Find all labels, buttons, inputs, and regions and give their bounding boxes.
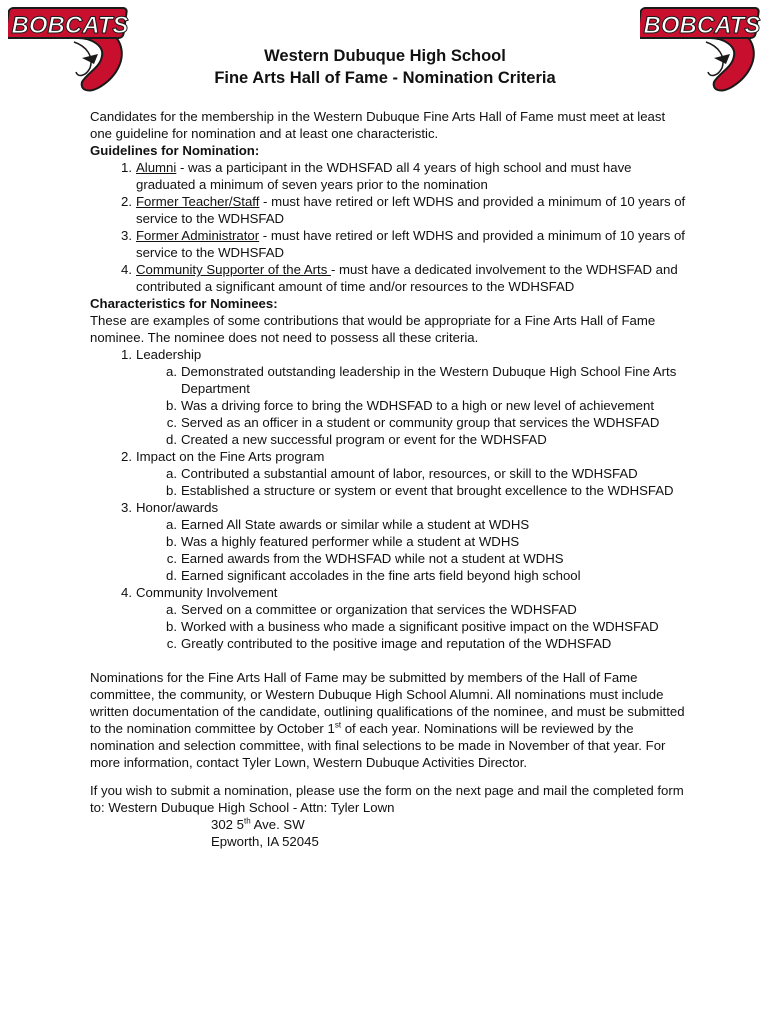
characteristic-item: a. Served on a committee or organization that services the WDHSFAD [166,602,577,617]
guideline-item: 1. Alumni - was a participant in the WDHSFAD all 4 years of high school and must have graduated a minimum of seven years prior to the nomination [121,160,632,192]
document-title: Fine Arts Hall of Fame - Nomination Criteria [214,69,556,87]
submission-paragraph: Nominations for the Fine Arts Hall of Fame may be submitted by members of the Hall of Fame committee, the community, or Western Dubuque High School Alumni. All nominations must include written documentation of the candidate, outlining qualifications of the nominee, and must be submitted to the nomination committee by October 1st of each year. Nominations will be reviewed by the nomination and selection committee, with final selections to be made in November of that year. For more information, contact Tyler Lown, Western Dubuque Activities Director. [90,670,685,770]
characteristics-list [90,346,690,652]
characteristic-item: b. Was a driving force to bring the WDHSFAD to a high or new level of achievement [166,398,655,413]
characteristic-item: c. Earned awards from the WDHSFAD while not a student at WDHS [166,551,564,566]
characteristic-item: a. Earned All State awards or similar while a student at WDHS [166,517,530,532]
page-title [0,45,770,89]
guideline-item: 4. Community Supporter of the Arts - must have a dedicated involvement to the WDHSFAD and contributed a significant amount of time and/or resources to the WDHSFAD [121,262,678,294]
characteristic-group: 2. Impact on the Fine Arts program [121,449,325,464]
logo-text: BOBCATS [643,12,761,39]
address-city: Epworth, IA 52045 [211,834,319,849]
guideline-term: Former Teacher/Staff [136,194,260,209]
characteristic-item: a. Demonstrated outstanding leadership in the Western Dubuque High School Fine Arts Department [166,364,677,396]
address-line: 302 5th Ave. SW [211,816,305,832]
characteristics-intro: These are examples of some contributions that would be appropriate for a Fine Arts Hall of Fame nominee. The nominee does not need to possess all these criteria. [90,313,656,345]
characteristic-group: 1. Leadership [121,347,202,362]
characteristic-item: b. Was a highly featured performer while a student at WDHS [166,534,520,549]
guideline-term: Alumni [136,160,177,175]
guidelines-list [90,159,690,295]
characteristic-item: d. Created a new successful program or event for the WDHSFAD [166,432,547,447]
document-body [90,108,690,850]
guideline-term: Former Administrator [136,228,260,243]
guidelines-heading: Guidelines for Nomination: [90,143,260,158]
characteristic-item: b. Established a structure or system or event that brought excellence to the WDHSFAD [166,483,674,498]
guideline-term: Community Supporter of the Arts [136,262,331,277]
intro-paragraph: Candidates for the membership in the Western Dubuque Fine Arts Hall of Fame must meet at least one guideline for nomination and at least one characteristic. [90,109,666,141]
school-name: Western Dubuque High School [264,47,506,65]
mailing-paragraph: If you wish to submit a nomination, please use the form on the next page and mail the completed form to: Western Dubuque High School - Attn: Tyler Lown [90,783,684,815]
characteristic-item: d. Earned significant accolades in the fine arts field beyond high school [166,568,581,583]
characteristics-heading: Characteristics for Nominees: [90,296,278,311]
characteristic-item: c. Served as an officer in a student or community group that services the WDHSFAD [166,415,660,430]
characteristic-group: 4. Community Involvement [121,585,278,600]
characteristic-group: 3. Honor/awards [121,500,219,515]
characteristic-item: a. Contributed a substantial amount of labor, resources, or skill to the WDHSFAD [166,466,638,481]
characteristic-item: c. Greatly contributed to the positive image and reputation of the WDHSFAD [166,636,612,651]
guideline-item: 3. Former Administrator - must have retired or left WDHS and provided a minimum of 10 years of service to the WDHSFAD [121,228,685,260]
logo-text: BOBCATS [11,12,129,39]
characteristic-item: b. Worked with a business who made a significant positive impact on the WDHSFAD [166,619,659,634]
guideline-item: 2. Former Teacher/Staff - must have retired or left WDHS and provided a minimum of 10 years of service to the WDHSFAD [121,194,686,226]
